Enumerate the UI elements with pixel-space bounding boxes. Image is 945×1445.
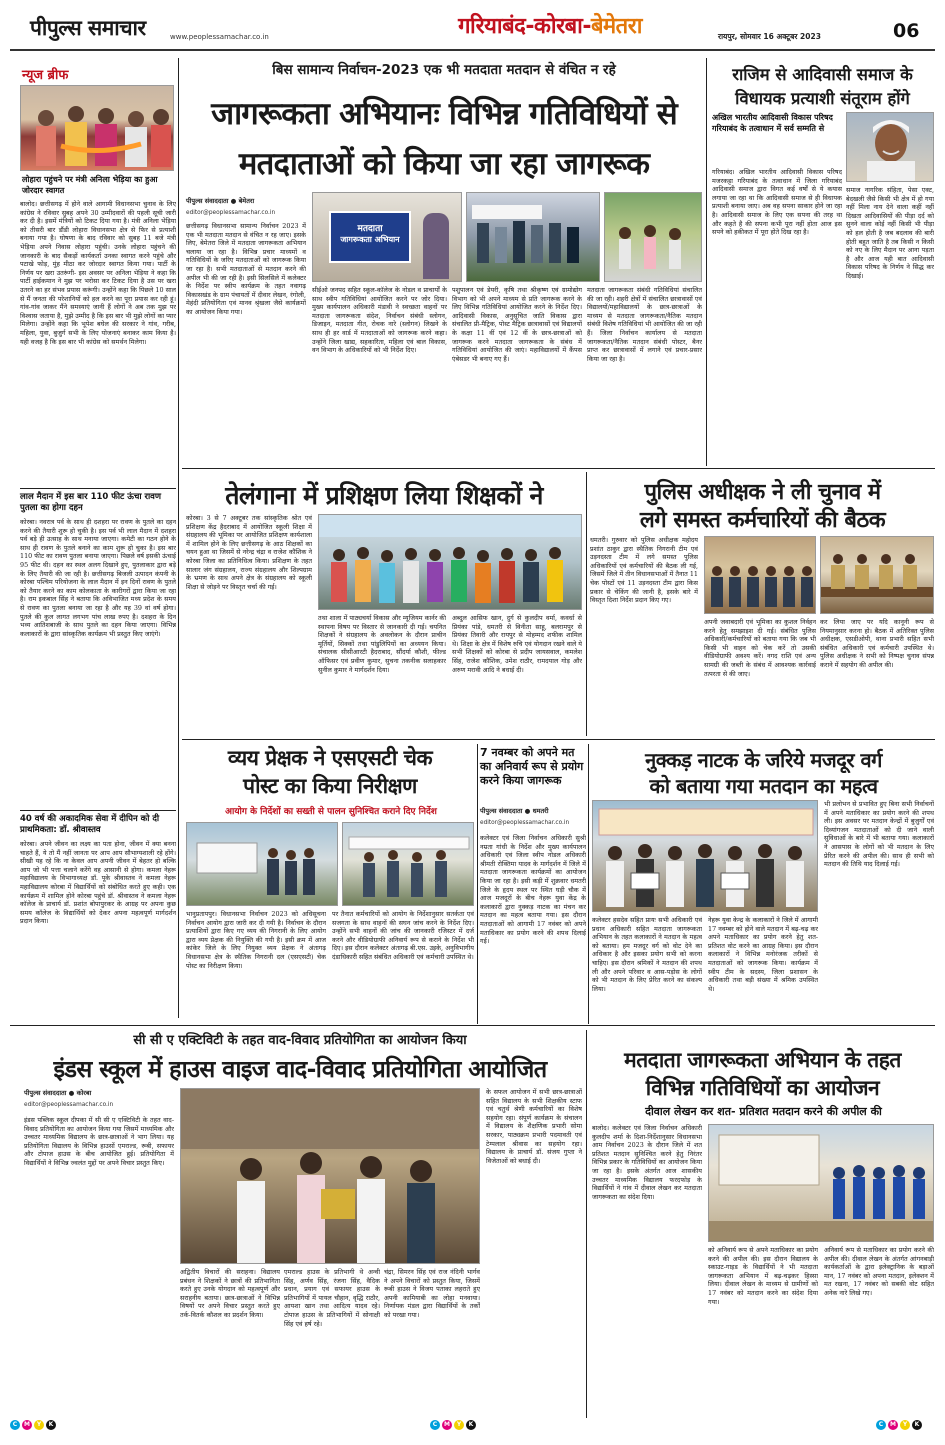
telangana-headline: तेलंगाना में प्रशिक्षण लिया शिक्षकों ने — [225, 481, 543, 510]
vote-street-divider — [588, 744, 589, 1024]
news-brief-item2-text: कोरबा। नवरात्र पर्व के साथ ही दशहरा पर रावण के पुतले का दहन करने की तैयारी शुरू हो चुकी है। इस पर्व भी लाल मैदान में दशहरा पर्व बड़े ही उत्साह के साथ मनाया जाएगा। कमेटी का गठन होने के साथ ही रावण के पुतले बनाने का काम शुरू हो चुका है। इस बार 110 फीट का रावण पुतला बनाया जाएगा। पिछले वर्ष इसकी ऊंचाई 95 फीट थी। दहन का स्थल अलग दिखाने हुए, पुतलाकार द्वारा बड़े के लिए तैयारी की जा रही है। छत्तीसगढ़ बिजली उत्पादन कंपनी के कोरबा पश्चिम परियोजना के लाल मैदान में इन दिनों रावण के पुतले को तैयार करने का काम कोलकाता के कारीगरों द्वारा किया जा रहा है। राम इकबाल सिंह ने बताया कि अविभाजित मध्य प्रदेश के समय से रावण का पुतला बनाया जा रहा है और यह 39 वां वर्ष होगा। पुतले की कुल लागत लगभग पांच लाख रुपए है। दशहरा के दिन भव्य आतिशबाजी के साथ पुतले का दहन किया जाएगा। विभिन्न कलाकारों के द्वारा सांस्कृतिक कार्यक्रम भी प्रस्तुत किए जाएंगे। — [20, 518, 176, 638]
edition-title — [400, 10, 700, 40]
checkpost-image-2 — [343, 823, 474, 906]
street-photo-group — [592, 800, 818, 912]
street-play-image — [593, 801, 818, 912]
police-col3: कर लिया जाए पर यदि कानूनी रूप से नियमानुसार करना हो। बैठक में अतिरिक्त पुलिस अधीक्षक, एसडीओपी, थाना प्रभारी सहित सभी संबंधित अधिकारी एवं कर्मचारी उपस्थित थे। पुलिस अधीक्षक ने सभी को निष्पक्ष चुनाव संपन्न कराने में सहयोग की अपील की। — [820, 618, 934, 669]
black-dot: K — [466, 1420, 476, 1430]
cmyk-marks-center — [430, 1420, 476, 1430]
teachers-group-image — [319, 515, 582, 610]
wall-col2: को अनिवार्य रूप से अपने मताधिकार का प्रयोग करने की अपील की। इस दौरान विद्यालय के स्काउट-गाइड के विद्यार्थियों ने भी मतदाता जागरूकता अभियान में बढ़-चढ़कर हिस्सा लिया। दीवाल लेखन के माध्यम से ग्रामीणों को 17 नवंबर को मतदान करने का संदेश दिया गया। — [708, 1246, 818, 1306]
meeting-hall-image — [705, 537, 816, 614]
cyan-dot: C — [876, 1420, 886, 1430]
black-dot: K — [46, 1420, 56, 1430]
masthead — [0, 0, 945, 50]
police-col1: धमतरी। गुरुवार को पुलिस अधीक्षक महोदय प्रशांत ठाकुर द्वारा स्थैतिक निगरानी टीम एवं उड़नदस्ता टीम में लगे समस्त पुलिस अधिकारियों एवं कर्मचारियों की बैठक ली गई, जिसमें जिले में तीन विधानसभाओं में तैनात 11 चेक पोस्टों एवं 11 उड़नदस्ता टीम द्वारा किस प्रकार से चेकिंग की जानी है, इसके बारे में विस्तृत दिशा निर्देश प्रदान किए गए। — [590, 536, 698, 605]
expense-subhead: आयोग के निर्देशों का सख्ती से पालन सुनिश्चित कराने दिए निर्देश — [225, 807, 437, 817]
police-photo-officers — [820, 536, 934, 614]
news-brief-item3-text: कोरबा। अपने जीवन का लक्ष्य का पता होना, जीवन में क्या बनना चाहते हैं, ये तो मैं नहीं जानता पर आप आप सौभाग्यशाली रहे होंगे। सीखी यह रहे कि ना केवल आप अपनी जीवन में बेहतर हो बल्कि आप जो भी पत्ता चलाने करेंगे वह आसानी से होगा। कमला नेहरू महाविद्यालय के विभागाध्यक्ष डॉ. पूके श्रीवास्तव ने कमला नेहरू महाविद्यालय कोरबा में विद्यार्थियों को संबोधित करते हुए कही। एक कार्यक्रम में शामिल होने कोरबा पहुंचे डॉ. श्रीवास्तव ने कमला नेहरू कॉलेज के प्राचार्य डॉ. प्रशांत बोपापुरकर के आग्रह पर अपना कुछ समय कॉलेज के विद्यार्थियों को देकर अपना महत्वपूर्ण मार्गदर्शन प्रदान किया। — [20, 840, 176, 926]
debate-kicker: सी सी ए एक्टिविटी के तहत वाद-विवाद प्रतियोगिता का आयोजन किया — [133, 1033, 467, 1048]
debate-byline: पीपुल्स संवाददाता ● कोरबा — [24, 1089, 92, 1097]
cmyk-marks-left — [10, 1420, 56, 1430]
award-ceremony-image — [181, 1089, 480, 1264]
news-brief-item2-headline: लाल मैदान में इस बार 110 फीट ऊंचा रावण पुतला का होगा दहन — [20, 492, 162, 513]
edition-title-garibyaband: गरियाबंद- — [458, 14, 534, 39]
expense-col2: पर तैनात कर्मचारियों को आयोग के निर्देशानुसार सतर्कता एवं सजगता के साथ वाहनों की सघन जांच करने के निर्देश दिए। उन्होंने सभी वाहनों की जांच की जानकारी रजिस्टर में दर्ज करने और वीडियोग्राफी अनिवार्य रूप से कराने के निर्देश भी दिए। इस दौरान कलेक्टर अंतागढ़ बी.एस. उइके, अनुविभागीय दंडाधिकारी सहित संबंधित अधिकारी एवं कर्मचारी उपस्थित थे। — [332, 910, 474, 961]
police-headline-line1: पुलिस अधीक्षक ने ली चुनाव में — [644, 480, 881, 505]
cyan-dot: C — [430, 1420, 440, 1430]
telangana-photo — [318, 514, 582, 610]
yellow-dot: Y — [900, 1420, 910, 1430]
human-chain-image — [605, 193, 702, 282]
expense-vote-divider — [477, 744, 478, 1024]
wall-col3: अनिवार्य रूप से मताधिकार का प्रयोग करने की अपील की। दीवाल लेखन के अंतर्गत आंगनबाड़ी कार्यकर्ताओं के द्वारा इलेक्ट्रानिक के बड़ाओं मान, 17 नवंबर को अपना मतदान, इलेक्शन में मत रखना, 17 नवंबर को सबकी वोट सहित अनेक नारे लिखे गए। — [824, 1246, 934, 1297]
street-col2: नेहरू युवा केन्द्र के कलाकारों ने जिले में आगामी 17 नवम्बर को होने वाले मतदान में बढ़-चढ़ कर अपने मताधिकार का प्रयोग करने हेतु शत-प्रतिशत वोट करने का आग्रह किया। इस दौरान कलाकारों ने विभिन्न मनोरंजक तरीकों से मतदाताओं को जागरूक किया। कार्यक्रम में स्वीप टीम के सदस्य, जिला प्रशासन के अधिकारी तथा बड़ी संख्या में श्रमिक उपस्थित थे। — [708, 916, 818, 993]
lead-banner-board — [329, 211, 411, 263]
street-col3: भी प्रलोभन से प्रभावित हुए बिना सभी निर्वाचनों में अपने मताधिकार का प्रयोग करने की शपथ ली। इस अवसर पर मतदान केन्द्रों में बुजुर्गों एवं दिव्यांगजन मतदाताओं को दी जाने वाली सुविधाओं के बारे में भी बताया गया। कलाकारों ने आसपास के लोगों को भी मतदान के लिए प्रेरित करने की अपील की। साथ ही सभी को मतदान की तिथि याद दिलाई गई। — [824, 800, 934, 869]
lead-kicker: बिस सामान्य निर्वाचन-2023 एक भी मतदाता मतदान से वंचित न रहे — [272, 62, 616, 78]
checkpost-image-1 — [187, 823, 338, 906]
banner-text-2: जागरूकता अभियान — [340, 235, 400, 244]
candidate-portrait — [847, 113, 934, 182]
wall-headline-line1: मतदाता जागरूकता अभियान के तहत — [624, 1048, 901, 1072]
lead-col3: सीईओ जनपद सहित स्कूल-कॉलेज के नोडल व प्राचार्यों के साथ स्वीप गतिविधियां आयोजित करने पर जोर दिया। मुख्य कार्यपालन अधिकारी मंडावी ने स्वच्छता वाहनों पर मतदाता जागरूकता संदेश, निर्वाचन संबंधी स्लोगन, डिजाइन, मतदाता गीत, रोचक नारे (स्लोगन) लिखने के साथ ही हर वार्ड में मतदाताओं को जागरूक करने कहा। उन्होंने जिला खाद्य, सहकारिता, महिला एवं बाल विकास, वन विभाग के अधिकारियों को भी निर्देश दिए। — [312, 286, 447, 355]
lead-headline-line2: मतदाताओं को किया जा रहा जागरूक — [238, 146, 650, 182]
yellow-dot: Y — [34, 1420, 44, 1430]
place-date: रायपुर, सोमवार 16 अक्टूबर 2023 — [718, 32, 821, 41]
tribal-headline-line1: राजिम से आदिवासी समाज के — [732, 65, 913, 84]
middle-section-divider — [182, 739, 935, 740]
news-brief-label: न्यूज ब्रीफ — [22, 68, 69, 83]
debate-headline: इंडस स्कूल में हाउस वाइज वाद-विवाद प्रतियोगिता आयोजित — [53, 1055, 547, 1083]
tribal-candidate-photo — [846, 112, 934, 182]
vote-byline: पीपुल्स संवाददाता ● धमतरी — [480, 807, 549, 815]
website[interactable]: www.peoplessamachar.co.in — [170, 33, 269, 41]
cmyk-marks-right — [876, 1420, 922, 1430]
lead-col4: पशुपालन एवं डेयरी, कृषि तथा श्रीकृष्ण एवं ग्रामोद्योग विभाग को भी अपने माध्यम से प्रति जागरूक करने के लिए विभिन्न गतिविधियां आयोजित करने के निर्देश दिए। आदिवासी विकास, अनुसूचित जाति विकास द्वारा संचालित प्री-मैट्रिक, पोस्ट मैट्रिक छात्रावासों एवं विद्यालयों के कक्षा 11 वीं एवं 12 वीं के छात्र-छात्राओं को जागरूक करने मतदाता जागरूकता के संबंध में गतिविधियां आयोजित की जाएं। महाविद्यालयों में कैंपस एंबेसडर भी बनाए गए हैं। — [452, 286, 582, 363]
black-dot: K — [912, 1420, 922, 1430]
debate-col5: के सफल आयोजन में सभी छात्र-छात्राओं सहित विद्यालय के सभी शिक्षकीय स्टाफ एवं चतुर्थ श्रेणी कर्मचारियों का विशेष सहयोग रहा। संपूर्ण कार्यक्रम के संचालन में विद्यालय के शैक्षणिक प्रभारी सोमा सरकार, पाठ्यक्रम प्रभारी पदमावती एवं टेम्पलाल श्रीवास का सहयोग रहा। विद्यालय के प्राचार्य डॉ. संजय गुप्ता ने विजेताओं को बधाई दी। — [486, 1088, 582, 1165]
officers-image — [821, 537, 934, 614]
lead-photo-chain — [604, 192, 702, 282]
news-brief-item3-headline: 40 वर्ष की अकादमिक सेवा में दीपिन को दी प्राथमिकता: डॉ. श्रीवास्तव — [20, 814, 160, 835]
vote-email[interactable]: editor@peoplessamachar.co.in — [480, 820, 570, 826]
rally-image — [467, 193, 600, 282]
page-number: 06 — [893, 20, 920, 42]
yellow-dot: Y — [454, 1420, 464, 1430]
police-photo-meeting — [704, 536, 816, 614]
lead-photo-banner — [312, 192, 462, 282]
telangana-col2: तथा शाला में पाठ्यचर्या विकास और म्यूजियम कार्नर की स्थापना विषय पर विस्तार से जानकारी दी गई। चयनित शिक्षकों ने संग्रहालय के अवलोकन के दौरान प्राचीन मूर्तियों, सिक्कों तथा पांडुलिपियों का अध्ययन किया। संचालक सीसीआरटी हैदराबाद, सौंदर्या कौशी, फील्ड ऑफिसर एवं प्रवीण कुमार, सुचना तकनीक सलाहकार सुनील कुमार ने मार्गदर्शन दिया। — [318, 614, 446, 674]
expense-headline-line2: पोस्ट का किया निरीक्षण — [243, 774, 417, 798]
expense-col1: भानुप्रतापपुर। विधानसभा निर्वाचन 2023 को अधिसूचना निर्वाचन आयोग द्वारा जारी कर दी गयी है। निर्वाचन के दौरान प्रत्याशियों द्वारा किए गए व्यय की निगरानी के लिए आयोग द्वारा व्यय प्रेक्षक की नियुक्ति की गयी है। इसी क्रम में आज कांकेर जिले के लिए नियुक्त व्यय प्रेक्षक ने अंतागढ़ विधानसभा क्षेत्र के स्थैतिक निगरानी दल (एसएसटी) चेक पोस्ट का निरीक्षण किया। — [186, 910, 326, 970]
wall-writing-image — [709, 1125, 934, 1242]
expense-headline-line1: व्यय प्रेक्षक ने एसएसटी चेक — [227, 746, 433, 770]
lead-headline-line1: जागरूकता अभियानः विभिन्न गतिविधियों से — [211, 96, 677, 132]
debate-col3: एमराल्ड हाउस के प्रतिभागी थे अन्वी सिंह, अर्णव सिंह, रंजना सिंह, वैदिक प्रधान, प्रयाग एवं सफायर हाउस के प्रतिभागियों में पायल चौहान, वृद्धि राठौर, आयशा खान तथा आदित्य यादव रहे। टोपाज हाउस के प्रतिभागियों में सोनाक्षी सिंह एवं हर्ष रहे। — [284, 1268, 380, 1328]
debate-col4: चंद्रा, सिमरन सिंह एवं राज नंदिनी भार्गव ने अपने विचारों को प्रस्तुत किया, जिसमें रूबी हाउस ने विजय पताका लहराते हुए अपनी कामियाबी का लोहा मनवाया। निर्णायक मंडल द्वारा विद्यार्थियों के तर्कों को परखा गया। — [384, 1268, 480, 1319]
police-headline-line2: लगे समस्त कर्मचारियों की बैठक — [639, 508, 886, 533]
telangana-col1: कोरबा। 3 से 7 अक्टूबर तक सांस्कृतिक श्रोत एवं प्रशिक्षण केंद्र हैदराबाद में आयोजित स्कूली शिक्षा में संग्रहालय की भूमिका पर आयोजित प्रशिक्षण कार्यशाला में शामिल होने के लिए छत्तीसगढ़ के आठ शिक्षकों का चयन हुआ था जिसमें से नरेन्द्र चंद्रा व राजेश कौशिक ने कोरबा जिला का प्रतिनिधित्व किया। प्रशिक्षण के तहत सालार जंग संग्रहालय, राज्य संग्रहालय और शिल्पग्राम के भ्रमण के साथ अपने क्षेत्र के संग्रहालय को स्कूली शिक्षा से जोड़ने पर विस्तृत चर्चा की गई। — [186, 514, 312, 591]
brief-divider-2 — [20, 810, 176, 811]
news-brief-item1-text: बालोद। छत्तीसगढ़ में होने वाले आगामी विधानसभा चुनाव के लिए कांग्रेस ने रविवार सुबह अपने 30 उम्मीदवारों की पहली सूची जारी कर दी है। इसमें मंत्रियों को टिकट दिया गया है। मंत्री अनिला भेड़िया को तीसरी बार डौंडी लोहारा विधानसभा क्षेत्र से फिर से प्रत्याशी बनाया गया है। घोषणा के बाद रविवार को सुबह 11 बजे मंत्री भेड़िया अपने निवास लोहारा पहुंची। उनके लोहारा पहुंचने की जानकारी के बाद सैकड़ों कार्यकर्ता उनका स्वागत करने पहुंचे और पटाखे फोड़, मुंह मीठा कर जोरदार स्वागत किया गया। पार्टी के निर्णय पर खरा उतरूंगी- इस अवसर पर अनिला भेड़िया ने कहा कि पार्टी हाईकमान ने मुझ पर भरोसा कर टिकट दिया है उस पर खरा उतरने का हर संभव प्रयास करूंगी। उन्होंने कहा कि पिछले 10 साल से मैं जनता की परेशानियों को हल करने का पूरा प्रयास कर रही हूं। गांव-गांव जाकर मैंने समस्याएं जानी हैं लोगों ने अब तक मुझ पर विश्वास जताया है, मुझे उम्मीद है कि इस बार भी मुझे लोगों का प्यार मिलेगा। उन्होंने कहा कि भूपेश बघेल की सरकार ने गांव, गरीब, महिला, युवा, बुजुर्ग सभी के लिए योजनाएं बनाकर काम किया है। यही वजह है कि इस बार भी कांग्रेस को समर्थन मिलेगा। — [20, 200, 176, 346]
expense-photo-2 — [342, 822, 474, 906]
expense-photo-1 — [186, 822, 338, 906]
brief-divider-1 — [20, 488, 176, 489]
tribal-col1: गरियाबंद। अखिल भारतीय आदिवासी विकास परिषद मजरकट्टा गरियाबंद के तत्वाधान में जिला गरियाबंद आदिवासी समाज द्वारा विगत कई वर्षों से ये कयास लगाया जा रहा था कि आदिवासी समाज से ही विधायक प्रत्याशी बनाया जाए। अब वह सपना साकार होने जा रहा है। आदिवासी समाज के लिए एक सपना की तरह था और कहते है की सपना कभी पूरा नहीं होता आज इस सपने को हकीकत में पूरा होते दिख रहा है। — [712, 168, 842, 237]
telangana-col3: अब्दुल आसिफ खान, दुर्ग से कुलदीप वर्मा, कवर्धा से प्रियंका पांडे, धमतरी से विनीता साहू, बलरामपुर से प्रियंका तिवारी और रायपुर से मोहम्मद शफीक शामिल थे। शिक्षा के क्षेत्र में विशेष रुचि एवं योगदान रखने वाले ये सभी शिक्षकों को कोरबा से प्रदीप जायसवाल, कमलेश सिंह, राजेश कौशिक, उमेश राठौर, रामदयाल गोड़ और अरुण मरावी आदि ने बधाई दी। — [452, 614, 582, 674]
news-brief-item1-caption: लोहारा पहुंचने पर मंत्री अनिला भेड़िया का हुआ जोरदार स्वागत — [22, 175, 158, 195]
lead-col1: छत्तीसगढ़ विधानसभा सामान्य निर्वाचन 2023 में एक भी मतदाता मतदान से वंचित न रह जाए। इसके लिए, बेमेतरा जिले में मतदाता जागरूकता अभियान चलाया जा रहा है। विभिन्न प्रचार माध्यमों व गतिविधियों के जरिए मतदाताओं को जागरूक किया जा रहा है। सभी मतदाताओं से मतदान करने की अपील भी की जा रही है। इसी सिलसिले में कलेक्टर के निर्देश पर स्वीप कार्यक्रम के तहत नवागढ़ विकासखंड के ग्राम पंचायतों में दीवार लेखन, रंगोली, मेहंदी प्रतियोगिता एवं मानव श्रृंखला जैसे कार्यक्रमों का आयोजन किया गया। — [186, 222, 306, 316]
wall-subhead: दीवाल लेखन कर शत- प्रतिशत मतदान करने की अपील की — [645, 1105, 882, 1118]
street-col1: कलेक्टर हसदेव सहित प्रायः सभी अधिकारी एवं प्रधान अधिकारी सहित मतदाता जागरूकता अभियान के तहत कलाकारों ने मतदान के महत्व को बताया। हम मजदूर वर्ग को वोट देने का अधिकार है और इसका प्रयोग सभी को करना चाहिए। इस दौरान श्रमिकों ने मतदान की शपथ ली और अपने परिवार व आस-पड़ोस के लोगों को भी मतदान के लिए प्रेरित करने का संकल्प लिया। — [592, 916, 702, 993]
debate-wall-divider — [586, 1030, 587, 1418]
tribal-subhead: अखिल भारतीय आदिवासी विकास परिषद गरियाबंद के तत्वाधान में सर्व सम्मति से — [712, 113, 833, 133]
lead-col5: मतदाता जागरूकता संबंधी गतिविधियां संचालित की जा रही। शहरी क्षेत्रों में संचालित छात्रावासों एवं विद्यालयों/महाविद्यालयों के छात्र-छात्राओं के माध्यम से मतदाता जागरूकता/नैतिक मतदान संबंधी विशेष गतिविधियां भी आयोजित की जा रही हैं। जिला निर्वाचन कार्यालय से मतदाता जागरूकता/नैतिक मतदान संबंधी पोस्टर, बैनर प्राप्त कर छात्रावासों में लगाने एवं प्रचार-प्रसार किया जा रहा है। — [587, 286, 702, 363]
debate-col1: इंडस पब्लिक स्कूल दीपका में सी सी ए एक्टिविटी के तहत वाद-विवाद प्रतियोगिता का आयोजन किया गया जिसमें माध्यमिक और उच्चतर माध्यमिक विद्यालय के छात्र-छात्राओं ने भाग लिया। यह प्रतियोगिता विद्यालय के विभिन्न हाउसों एमराल्ड, रूबी, सफायर और टोपाज हाउस के बीच आयोजित हुई। प्रतियोगिता में विद्यार्थियों ने विभिन्न ज्वलंत मुद्दों पर अपने विचार प्रस्तुत किए। — [24, 1116, 174, 1167]
tribal-headline-line2: विधायक प्रत्याशी संतूराम होंगे — [735, 89, 910, 108]
news-brief-photo — [20, 85, 174, 171]
edition-title-korba: कोरबा- — [533, 14, 591, 39]
street-headline-line2: को बताया गया मतदान का महत्व — [649, 774, 878, 798]
edition-title-bemetara: बेमेतरा — [590, 14, 642, 39]
cyan-dot: C — [10, 1420, 20, 1430]
lead-byline: पीपुल्स संवाददाता ● बेमेतरा — [186, 197, 255, 205]
vote-text: कलेक्टर एवं जिला निर्वाचन अधिकारी सुश्री नम्रता गांधी के निर्देश और मुख्य कार्यपालन अधिकारी एवं जिला स्वीप नोडल अधिकारी श्रीमती रोक्तिमा यादव के मार्गदर्शन में जिले में मतदाता जागरूकता कार्यक्रमों का आयोजन किया जा रहा है। इसी कड़ी में शुक्रवार धमतरी जिले के हृदय स्थल पर स्थित घड़ी चौक में आज मजदूरों के बीच नेहरू युवा केंद्र के कलाकारों द्वारा नुक्कड़ नाटक का मंचन कर मतदान का महत्व बताया गया। इस दौरान मतदाताओं को आगामी 17 नवंबर को अपने मताधिकार का प्रयोग करने की शपथ दिलाई गई। — [480, 834, 586, 946]
telangana-police-divider — [586, 472, 587, 736]
lead-photo-rally — [466, 192, 600, 282]
wall-photo — [708, 1124, 934, 1242]
left-column-divider — [178, 58, 179, 1018]
street-headline-line1: नुक्कड़ नाटक के जरिये मजदूर वर्ग — [645, 748, 882, 772]
paper-name: पीपुल्स समाचार — [30, 16, 146, 40]
upper-section-divider — [182, 468, 935, 469]
magenta-dot: M — [442, 1420, 452, 1430]
lead-right-divider — [706, 58, 707, 466]
lead-photo-person — [423, 213, 449, 279]
police-col2: अपनी जवाबदारी एवं भूमिका का कुशल निर्वहन करने हेतु समझाइश दी गई। संबंधित पुलिस अधिकारी/कर्मचारियों को बताया गया कि जब भी किसी भी वाहन को चेक करें तो उसकी वीडियोग्राफी अवश्य करें। नगद राशि एवं अन्य सामग्री की जब्ती के संबंध में आवश्यक कार्रवाई तत्परता से की जाए। — [704, 618, 816, 678]
debate-photo — [180, 1088, 480, 1264]
masthead-divider — [10, 49, 935, 51]
lead-email[interactable]: editor@peoplessamachar.co.in — [186, 210, 276, 216]
wall-headline-line2: विभिन्न गतिविधियों का आयोजन — [645, 1076, 880, 1100]
magenta-dot: M — [888, 1420, 898, 1430]
tribal-col2: समाज नागरिक संहिता, पेसा एक्ट, बेदखली जैसे किसी भी क्षेत्र में हो गया नहीं मिला नाय देने वाला कहीं नहीं दिखता आदिवासियों की पीड़ा दर्द को सुनने वाला कोई नहीं किसी भी पीड़ा को हल होती है जब बदलाव की बारी होती बहुत जाति है तब किसी न किसी को नए के लिए मैदान पर आना पड़ता है और आज यही बात आदिवासी विकास परिषद के निर्णय ने सिद्ध कर दिखाई। — [846, 186, 934, 280]
lower-section-divider — [10, 1025, 935, 1026]
wall-col1: बालोद। कलेक्टर एवं जिला निर्वाचन अधिकारी कुलदीप शर्मा के दिशा-निर्देशानुसार विधानसभा आम निर्वाचन 2023 के दौरान जिले में शत प्रतिशत मतदान सुनिश्चित करने हेतु निरंतर विभिन्न प्रकार के गतिविधियों का आयोजन किया जा रहा है। इसके अंतर्गत आज शासकीय उच्चतर माध्यमिक विद्यालय फरदफोड़ के विद्यार्थियों ने गांव में दीवाल लेखन कर मतदाता जागरूकता का संदेश दिया। — [592, 1124, 702, 1201]
banner-text-1: मतदाता — [357, 224, 383, 234]
debate-email[interactable]: editor@peoplessamachar.co.in — [24, 1102, 114, 1108]
vote-headline: 7 नवम्बर को अपने मत का अनिवार्य रूप से प्रयोग करने किया जागरूक — [480, 746, 584, 787]
magenta-dot: M — [22, 1420, 32, 1430]
debate-col2: अद्वितीय विचारों की सराहना। विद्यालय प्रबंधन ने शिक्षकों ने छात्रों की प्रतिभागिता करते हुए उनके योगदान को महत्वपूर्ण और सराहनीय बताया। छात्र-छात्राओं ने विभिन्न विषयों पर अपने विचार प्रस्तुत करते हुए तर्क-वितर्क कौशल का प्रदर्शन किया। — [180, 1268, 280, 1319]
crowd-welcome-image — [21, 86, 174, 171]
